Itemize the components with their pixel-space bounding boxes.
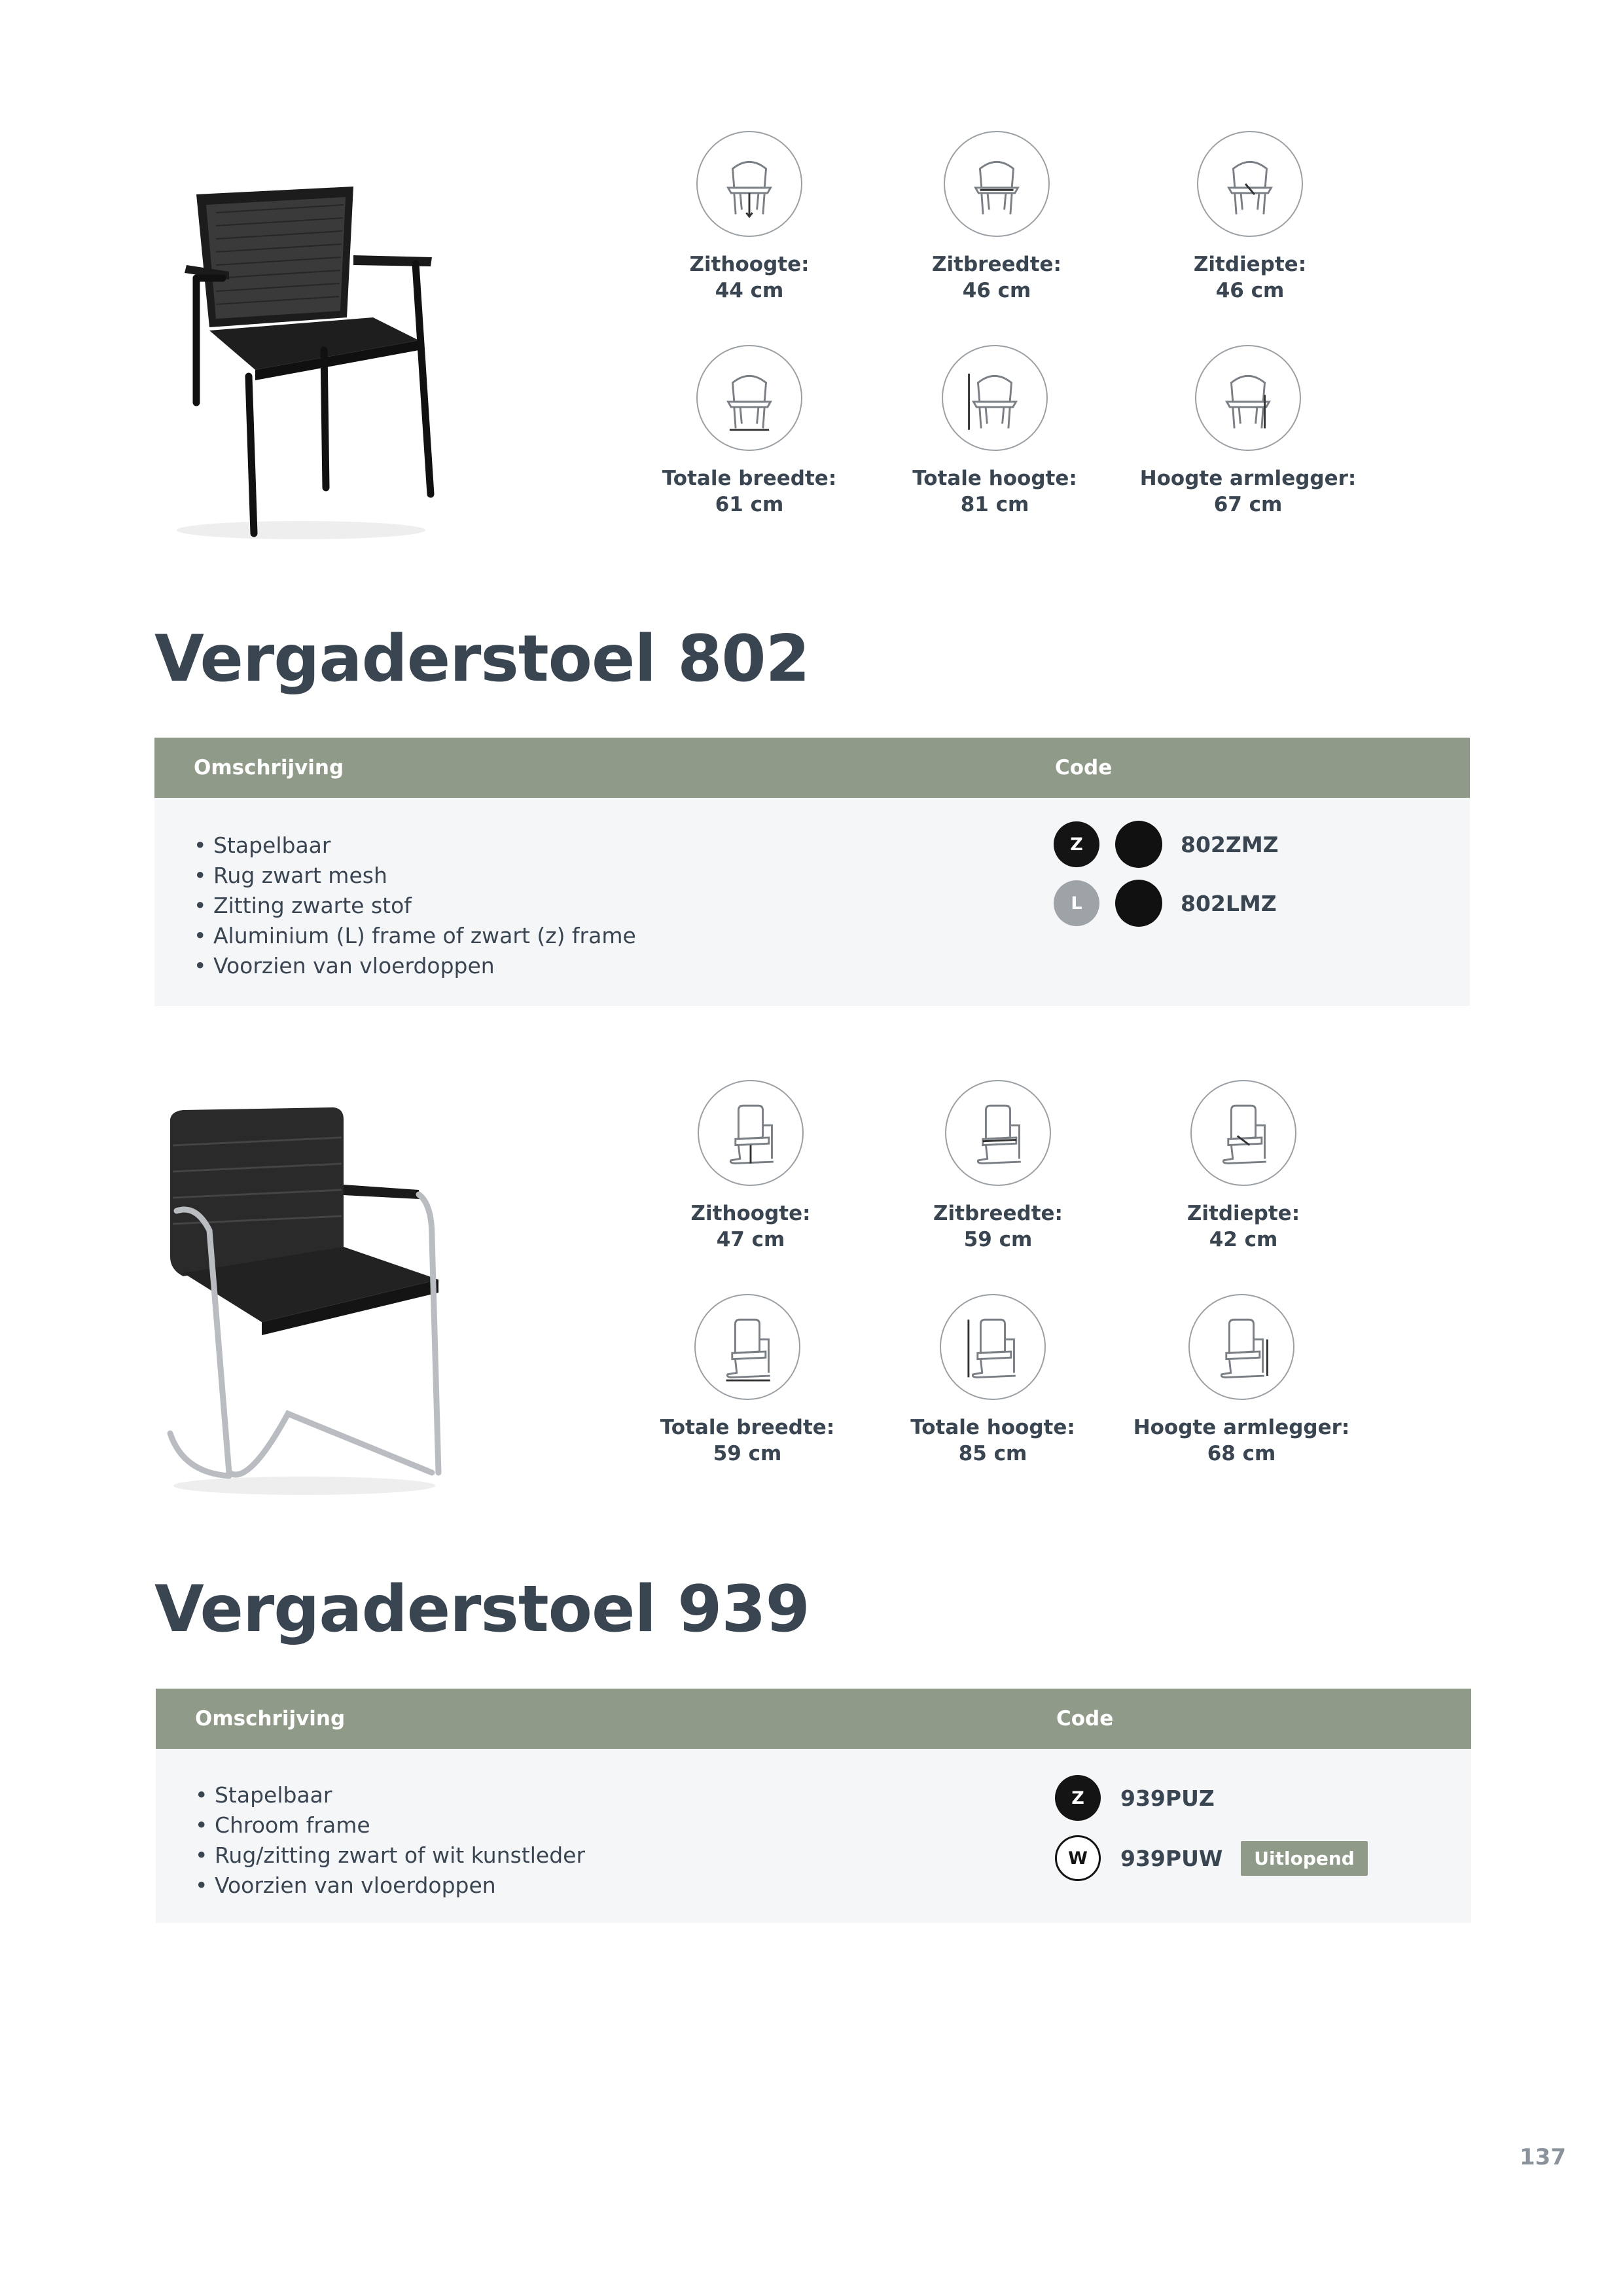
seat-width-icon [945, 1080, 1051, 1186]
spec-label: Totale hoogte: [910, 1416, 1075, 1439]
table-header [156, 1689, 1471, 1749]
code-row [1055, 1775, 1215, 1821]
spec-value: 47 cm [716, 1228, 785, 1251]
spec-total-height [868, 1294, 1117, 1467]
header-description: Omschrijving [195, 1707, 346, 1731]
spec-label: Zitbreedte: [933, 1202, 1063, 1225]
spec-seat-depth [1126, 131, 1374, 304]
spec-armrest-height [1124, 345, 1372, 518]
spec-value: 59 cm [963, 1228, 1033, 1251]
spec-value: 67 cm [1213, 493, 1283, 516]
color-dot-w: W [1055, 1835, 1101, 1881]
spec-label: Hoogte armlegger: [1139, 467, 1357, 490]
spec-label: Totale hoogte: [912, 467, 1077, 490]
spec-value: 42 cm [1209, 1228, 1278, 1251]
spec-value: 46 cm [962, 279, 1031, 302]
chair-802-photo [157, 187, 445, 543]
total-width-icon [694, 1294, 800, 1400]
spec-seat-height [626, 1080, 875, 1253]
total-height-icon [942, 345, 1048, 451]
seat-height-icon [698, 1080, 804, 1186]
frame-dot-l: L [1054, 880, 1099, 926]
table-body [156, 1749, 1471, 1923]
seat-width-icon [944, 131, 1050, 237]
product-title: Vergaderstoel 939 [154, 1572, 810, 1647]
product-code: 939PUZ [1120, 1785, 1215, 1811]
spec-total-width [623, 1294, 872, 1467]
list-item: • Stapelbaar [195, 1780, 585, 1810]
product-code: 802ZMZ [1181, 831, 1279, 857]
spec-label: Zitdiepte: [1193, 253, 1307, 276]
spec-value: 61 cm [715, 493, 784, 516]
spec-value: 85 cm [958, 1442, 1027, 1465]
color-swatch [1115, 880, 1162, 927]
list-item: • Rug/zitting zwart of wit kunstleder [195, 1840, 585, 1871]
spec-value: 44 cm [715, 279, 784, 302]
spec-total-height [870, 345, 1119, 518]
spec-value: 59 cm [713, 1442, 782, 1465]
spec-seat-width [874, 1080, 1122, 1253]
status-badge: Uitlopend [1241, 1841, 1368, 1876]
product-code: 802LMZ [1181, 890, 1277, 916]
description-list [195, 1780, 585, 1901]
list-item: • Voorzien van vloerdoppen [195, 1871, 585, 1901]
spec-seat-depth [1119, 1080, 1368, 1253]
table-body [154, 798, 1470, 1006]
description-list [194, 831, 636, 981]
spec-label: Zithoogte: [690, 1202, 811, 1225]
spec-value: 81 cm [960, 493, 1029, 516]
header-description: Omschrijving [194, 756, 344, 780]
spec-label: Hoogte armlegger: [1133, 1416, 1350, 1439]
product-code: 939PUW [1120, 1845, 1223, 1871]
spec-armrest-height [1117, 1294, 1366, 1467]
seat-depth-icon [1190, 1080, 1296, 1186]
armrest-height-icon [1195, 345, 1301, 451]
code-row [1054, 880, 1277, 927]
spec-total-width [625, 345, 874, 518]
table-header [154, 738, 1470, 798]
spec-label: Totale breedte: [660, 1416, 835, 1439]
list-item: • Chroom frame [195, 1810, 585, 1840]
armrest-height-icon [1188, 1294, 1294, 1400]
list-item: • Stapelbaar [194, 831, 636, 861]
color-dot-z: Z [1055, 1775, 1101, 1821]
list-item: • Rug zwart mesh [194, 861, 636, 891]
spec-label: Zitdiepte: [1186, 1202, 1300, 1225]
page-number: 137 [1520, 2144, 1566, 2170]
header-code: Code [1056, 1707, 1114, 1731]
list-item: • Aluminium (L) frame of zwart (z) frame [194, 921, 636, 951]
product-title: Vergaderstoel 802 [154, 622, 810, 696]
spec-seat-height [625, 131, 874, 304]
spec-seat-width [872, 131, 1121, 304]
color-swatch [1115, 821, 1162, 868]
frame-dot-z: Z [1054, 821, 1099, 867]
code-row [1055, 1835, 1368, 1881]
seat-depth-icon [1197, 131, 1303, 237]
spec-value: 68 cm [1207, 1442, 1276, 1465]
header-code: Code [1055, 756, 1113, 780]
total-height-icon [940, 1294, 1046, 1400]
list-item: • Zitting zwarte stof [194, 891, 636, 921]
list-item: • Voorzien van vloerdoppen [194, 951, 636, 981]
chair-939-photo [157, 1106, 452, 1499]
spec-label: Totale breedte: [662, 467, 837, 490]
spec-label: Zithoogte: [689, 253, 810, 276]
total-width-icon [696, 345, 802, 451]
code-row [1054, 821, 1279, 868]
seat-height-icon [696, 131, 802, 237]
spec-value: 46 cm [1215, 279, 1285, 302]
spec-label: Zitbreedte: [932, 253, 1061, 276]
